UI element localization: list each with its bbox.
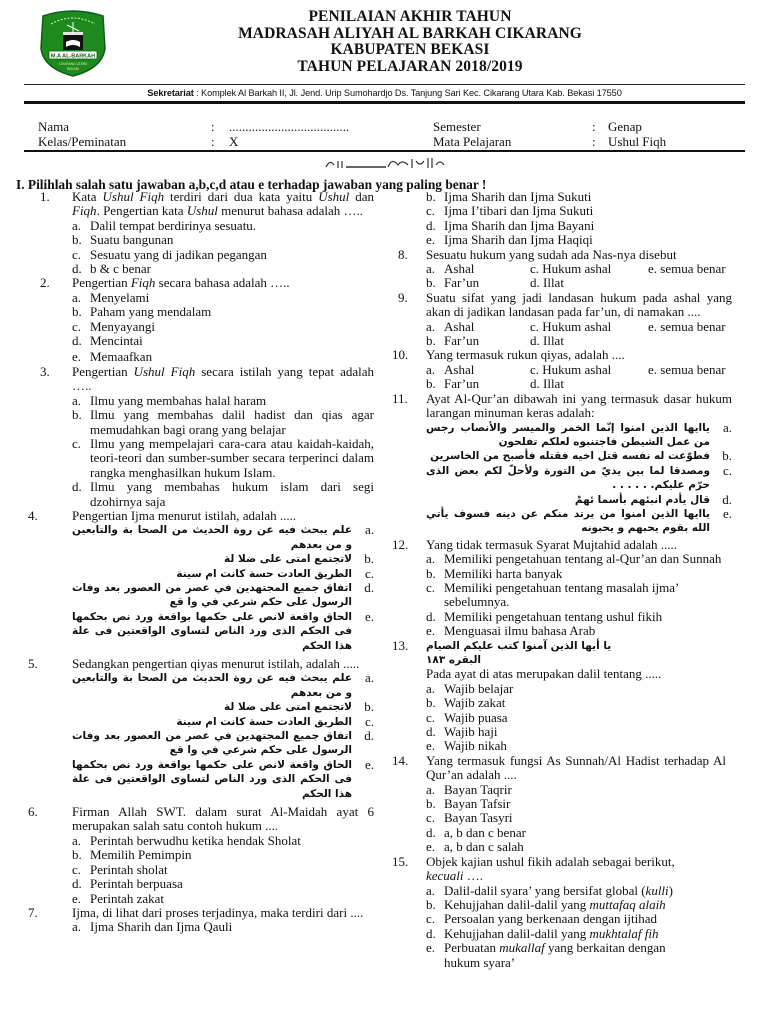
option-e[interactable]: e. الحاق واقعة لانص على حكمها بواقعة ورد نص بحكمها فى الحكم الذى ورد الناص لتساوى الواقعتين فى علة هذا الحكم bbox=[72, 756, 374, 800]
question-number: 15. bbox=[392, 853, 409, 869]
question-8 bbox=[392, 248, 732, 291]
option-d[interactable]: d. b & c benar bbox=[72, 261, 152, 277]
question-11 bbox=[392, 392, 732, 536]
option-e[interactable]: e. a, b dan c salah bbox=[426, 839, 524, 855]
option-a[interactable]: a. Dalil tempat berdirinya sesuatu. bbox=[72, 217, 257, 233]
option-b[interactable]: b. Ilmu yang membahas dalil hadist dan qias agar memudahkan bagi orang yang belajar bbox=[72, 407, 374, 437]
option-b[interactable]: b. Wajib zakat bbox=[426, 695, 506, 711]
option-b[interactable]: b. لاتجتمع امتى على ضلا لة bbox=[224, 699, 374, 715]
option-c[interactable]: c. Ijma I’tibari dan Ijma Sukuti bbox=[426, 203, 594, 219]
option-b[interactable]: b. Far’un bbox=[426, 275, 480, 291]
option-d[interactable]: d. Ilmu yang membahas hukum islam dari segi dzohirnya saja bbox=[72, 479, 374, 509]
option-e[interactable]: e. ياايها الذين امنوا من يرتد منكم عن دينه فسوف يأتي الله بقوم يحبهم و يحبونه bbox=[426, 505, 732, 535]
option-a[interactable]: a. Bayan Taqrir bbox=[426, 781, 512, 797]
option-a[interactable]: a. Menyelami bbox=[72, 289, 150, 305]
option-d[interactable]: d. Ijma Sharih dan Ijma Bayani bbox=[426, 217, 595, 233]
option-c[interactable]: c. ومصدقا لما بين يديّ من التورة ولأحلّ لكم بعض الذى حرّم عليكم. . . . . . bbox=[426, 462, 732, 492]
question-5 bbox=[24, 657, 374, 801]
option-c[interactable]: c. Hukum ashal bbox=[530, 318, 612, 334]
header-divider-top bbox=[24, 84, 745, 85]
svg-text:M.A AL-BARKAH: M.A AL-BARKAH bbox=[50, 53, 96, 60]
option-e[interactable]: e. semua benar bbox=[648, 318, 726, 334]
option-b[interactable]: b. Kehujjahan dalil-dalil yang muttafaq alaih bbox=[426, 896, 666, 912]
option-b[interactable]: b. Bayan Tafsir bbox=[426, 796, 511, 812]
question-stem: Objek kajian ushul fikih adalah sebagai berikut, kecuali …. bbox=[426, 853, 675, 884]
question-stem: Pengertian Ushul Fiqh secara istilah yang tepat adalah ….. bbox=[72, 363, 374, 394]
option-a[interactable]: a. Wajib belajar bbox=[426, 680, 514, 696]
question-10 bbox=[392, 348, 732, 391]
semester-value: Genap bbox=[608, 119, 642, 134]
identity-divider bbox=[24, 150, 745, 152]
option-a[interactable]: a. Dalil-dalil syara’ yang bersifat global (kulli) bbox=[426, 882, 673, 898]
name-label: Nama bbox=[38, 119, 70, 134]
option-a[interactable]: a. Ijma Sharih dan Ijma Qauli bbox=[72, 919, 233, 935]
svg-text:CIKARANG UTARA: CIKARANG UTARA bbox=[58, 62, 88, 66]
question-14 bbox=[392, 754, 732, 855]
question-stem: Sesuatu hukum yang sudah ada Nas-nya disebut bbox=[426, 246, 677, 262]
option-d[interactable]: d. Perintah berpuasa bbox=[72, 876, 183, 892]
option-a[interactable]: a. Memiliki pengetahuan tentang al-Qur’an dan Sunnah bbox=[426, 551, 722, 567]
option-b[interactable]: b. فطوّعت له نفسه قتل اخيه فقتله فأصبح من الخاسرين bbox=[430, 448, 732, 464]
academic-year: TAHUN PELAJARAN 2018/2019 bbox=[297, 57, 523, 75]
question-stem: Yang termasuk fungsi As Sunnah/Al Hadist terhadap Al Qur’an adalah .... bbox=[426, 752, 726, 783]
question-1 bbox=[24, 190, 374, 276]
option-e[interactable]: e. Perintah zakat bbox=[72, 890, 164, 906]
option-b[interactable]: b. Far’un bbox=[426, 376, 480, 392]
option-e[interactable]: e. Memaafkan bbox=[72, 349, 153, 365]
section-instruction: I. Pilihlah salah satu jawaban a,b,c,d atau e terhadap jawaban yang paling benar ! bbox=[16, 177, 487, 192]
option-a[interactable]: a. Ashal bbox=[426, 361, 475, 377]
question-9 bbox=[392, 291, 732, 349]
question-number: 8. bbox=[398, 246, 408, 262]
question-stem: Ayat Al-Qur’an dibawah ini yang termasuk dasar hukum larangan minuman keras adalah: bbox=[426, 390, 732, 421]
header-divider-bottom bbox=[24, 101, 745, 104]
secretariat-text: : Komplek Al Barkah II, Jl. Jend. Urip Sumohardjo Ds. Tanjung Sari Kec. Cikarang Utara Kab. Bekasi 17550 bbox=[193, 88, 622, 98]
option-c[interactable]: c. الطريق العادت حسة كانت ام سينة bbox=[176, 713, 374, 729]
question-13 bbox=[392, 639, 732, 754]
class-colon: : bbox=[211, 134, 215, 149]
question-stem: Ijma, di lihat dari proses terjadinya, maka terdiri dari .... bbox=[72, 904, 364, 920]
secretariat-address bbox=[24, 88, 745, 98]
option-d[interactable]: d. Mencintai bbox=[72, 333, 143, 349]
question-stem: Yang termasuk rukun qiyas, adalah .... bbox=[426, 347, 625, 363]
name-colon: : bbox=[211, 119, 215, 134]
question-number: 3. bbox=[40, 363, 50, 379]
question-number: 7. bbox=[28, 904, 38, 920]
name-field[interactable]: ..................................... bbox=[229, 119, 350, 134]
question-7 bbox=[24, 906, 374, 935]
question-stem: Pengertian Ijma menurut istilah, adalah ..... bbox=[72, 507, 297, 523]
option-c[interactable]: c. Menyayangi bbox=[72, 318, 155, 334]
option-b[interactable]: b. Ijma Sharih dan Ijma Sukuti bbox=[426, 189, 592, 204]
question-stem: Sedangkan pengertian qiyas menurut istilah, adalah ..... bbox=[72, 656, 360, 671]
question-number: 4. bbox=[28, 507, 38, 523]
option-e[interactable]: e. الحاق واقعة لانص على حكمها بواقعة ورد نص بحكمها فى الحكم الذى ورد الناص لتساوى الواقعتين فى علة هذا الحكم bbox=[72, 608, 374, 652]
svg-text:BEKASI: BEKASI bbox=[67, 67, 79, 71]
option-d[interactable]: d. Illat bbox=[530, 376, 564, 392]
option-c[interactable]: c. Memiliki pengetahuan tentang masalah ijma’ sebelumnya. bbox=[426, 579, 679, 610]
secretariat-label: Sekretariat bbox=[147, 88, 194, 98]
school-name: MADRASAH ALIYAH AL BARKAH CIKARANG bbox=[238, 24, 582, 42]
option-c[interactable]: c. الطريق العادت حسة كانت ام سينة bbox=[176, 565, 374, 581]
option-d[interactable]: d. قال يأدم انبئهم بأسما ئهمْ bbox=[574, 491, 732, 507]
option-e[interactable]: e. Ijma Sharih dan Ijma Haqiqi bbox=[426, 232, 593, 248]
option-d[interactable]: d. a, b dan c benar bbox=[426, 824, 526, 840]
option-a[interactable]: a. ياايها الذين امنوا إنّما الخمر والميسر والأنصاب رجس من عمل الشيطن فاجتنبوه لعلكم تفلحون bbox=[426, 419, 732, 448]
right-column bbox=[392, 190, 732, 970]
option-c[interactable]: c. Perintah sholat bbox=[72, 861, 168, 877]
option-e[interactable]: e. Wajib nikah bbox=[426, 738, 507, 754]
question-2 bbox=[24, 276, 374, 364]
subject-colon: : bbox=[592, 134, 596, 149]
option-a[interactable]: a. Ashal bbox=[426, 261, 475, 277]
option-c[interactable]: c. Ilmu yang mempelajari cara-cara atau kaidah-kaidah, teori-teori dan sumber-sumber secara terperinci dalam rangka menghasilkan hukum Islam. bbox=[72, 435, 374, 480]
semester-colon: : bbox=[592, 119, 596, 134]
option-e[interactable]: e. semua benar bbox=[648, 261, 726, 277]
class-label: Kelas/Peminatan bbox=[38, 134, 127, 149]
option-a[interactable]: a. علم يبحث فيه عن روة الحديث من الصحا بة والتابعين و من بعدهم bbox=[72, 670, 374, 699]
option-d[interactable]: d. Kehujjahan dalil-dalil yang mukhtalaf fih bbox=[426, 925, 659, 941]
option-b[interactable]: b. Paham yang mendalam bbox=[72, 304, 212, 320]
semester-label: Semester bbox=[433, 119, 481, 134]
option-c[interactable]: c. Wajib puasa bbox=[426, 709, 508, 725]
question-stem: Pada ayat di atas merupakan dalil tentang ..... bbox=[426, 666, 662, 682]
option-b[interactable]: b. Memiliki harta banyak bbox=[426, 565, 563, 581]
left-column bbox=[24, 190, 374, 935]
option-d[interactable]: d. Illat bbox=[530, 275, 564, 291]
arabic-verse: يا أيها الذين آمنوا كتب عليكم الصيام البقره ١٨٣ bbox=[426, 639, 612, 666]
option-c[interactable]: c. Persoalan yang berkenaan dengan ijtihad bbox=[426, 911, 657, 927]
letterhead-titles bbox=[150, 9, 670, 75]
option-a[interactable]: a. Ashal bbox=[426, 318, 475, 334]
question-number: 14. bbox=[392, 752, 409, 768]
subject-value: Ushul Fiqh bbox=[608, 134, 667, 149]
option-b[interactable]: b. Suatu bangunan bbox=[72, 232, 174, 248]
question-stem: Yang tidak termasuk Syarat Mujtahid adalah ..... bbox=[426, 536, 678, 552]
question-6 bbox=[24, 805, 374, 906]
option-b[interactable]: b. لاتجتمع امتى على ضلا لة bbox=[224, 551, 374, 567]
question-number: 1. bbox=[40, 189, 50, 204]
question-stem: Pengertian Fiqh secara bahasa adalah ….. bbox=[72, 275, 290, 291]
question-number: 11. bbox=[392, 390, 408, 406]
exam-title: PENILAIAN AKHIR TAHUN bbox=[308, 8, 512, 25]
question-stem: Firman Allah SWT. dalam surat Al-Maidah ayat 6 merupakan salah satu contoh hukum .... bbox=[72, 804, 374, 834]
question-7-continued bbox=[392, 190, 732, 248]
class-value: X bbox=[229, 134, 239, 149]
option-d[interactable]: d. Wajib haji bbox=[426, 724, 498, 740]
subject-label: Mata Pelajaran bbox=[433, 134, 512, 149]
question-number: 13. bbox=[392, 637, 409, 653]
question-stem: Suatu sifat yang jadi landasan hukum pada ashal yang akan di jadikan landasan pada far’un, di namakan .... bbox=[426, 289, 732, 320]
option-a[interactable]: a. Perintah berwudhu ketika hendak Sholat bbox=[72, 832, 301, 848]
question-12 bbox=[392, 538, 732, 639]
basmalah-calligraphy-icon bbox=[320, 153, 452, 173]
school-logo-icon bbox=[37, 8, 109, 78]
option-c[interactable]: c. Bayan Tasyri bbox=[426, 810, 513, 826]
question-15 bbox=[392, 855, 732, 970]
option-d[interactable]: d. اتفاق جميع المجتهدين في عصر من العصور بعد وفات الرسول على حكم شرعي في وا قع bbox=[72, 728, 374, 757]
option-d[interactable]: d. Memiliki pengetahuan tentang ushul fikih bbox=[426, 608, 663, 624]
question-3 bbox=[24, 365, 374, 509]
option-e[interactable]: e. Perbuatan mukallaf yang berkaitan dengan hukum syara’ bbox=[426, 940, 666, 970]
option-b[interactable]: b. Far’un bbox=[426, 333, 480, 349]
regency-name: KABUPATEN BEKASI bbox=[330, 41, 490, 58]
question-number: 12. bbox=[392, 536, 409, 552]
option-e[interactable]: e. semua benar bbox=[648, 361, 726, 377]
option-d[interactable]: d. اتفاق جميع المجتهدين في عصر من العصور بعد وفات الرسول على حكم شرعي في وا قع bbox=[72, 579, 374, 609]
option-c[interactable]: c. Sesuatu yang di jadikan pegangan bbox=[72, 246, 267, 262]
question-number: 10. bbox=[392, 347, 409, 363]
option-c[interactable]: c. Hukum ashal bbox=[530, 261, 612, 277]
question-number: 9. bbox=[398, 289, 408, 305]
option-d[interactable]: d. Illat bbox=[530, 333, 564, 349]
question-number: 2. bbox=[40, 275, 50, 291]
option-c[interactable]: c. Hukum ashal bbox=[530, 361, 612, 377]
option-a[interactable]: a. علم يبحث فيه عن روة الحديث من الصحا بة والتابعين و من بعدهم bbox=[72, 522, 374, 551]
question-number: 5. bbox=[28, 656, 38, 671]
question-4 bbox=[24, 509, 374, 653]
option-e[interactable]: e. Menguasai ilmu bahasa Arab bbox=[426, 623, 596, 639]
option-a[interactable]: a. Ilmu yang membahas halal haram bbox=[72, 392, 267, 408]
question-stem: Kata Ushul Fiqh terdiri dari dua kata yaitu Ushul dan Fiqh. Pengertian kata Ushul menurut bahasa adalah ….. bbox=[72, 189, 374, 219]
option-b[interactable]: b. Memilih Pemimpin bbox=[72, 847, 192, 863]
question-number: 6. bbox=[28, 804, 38, 820]
